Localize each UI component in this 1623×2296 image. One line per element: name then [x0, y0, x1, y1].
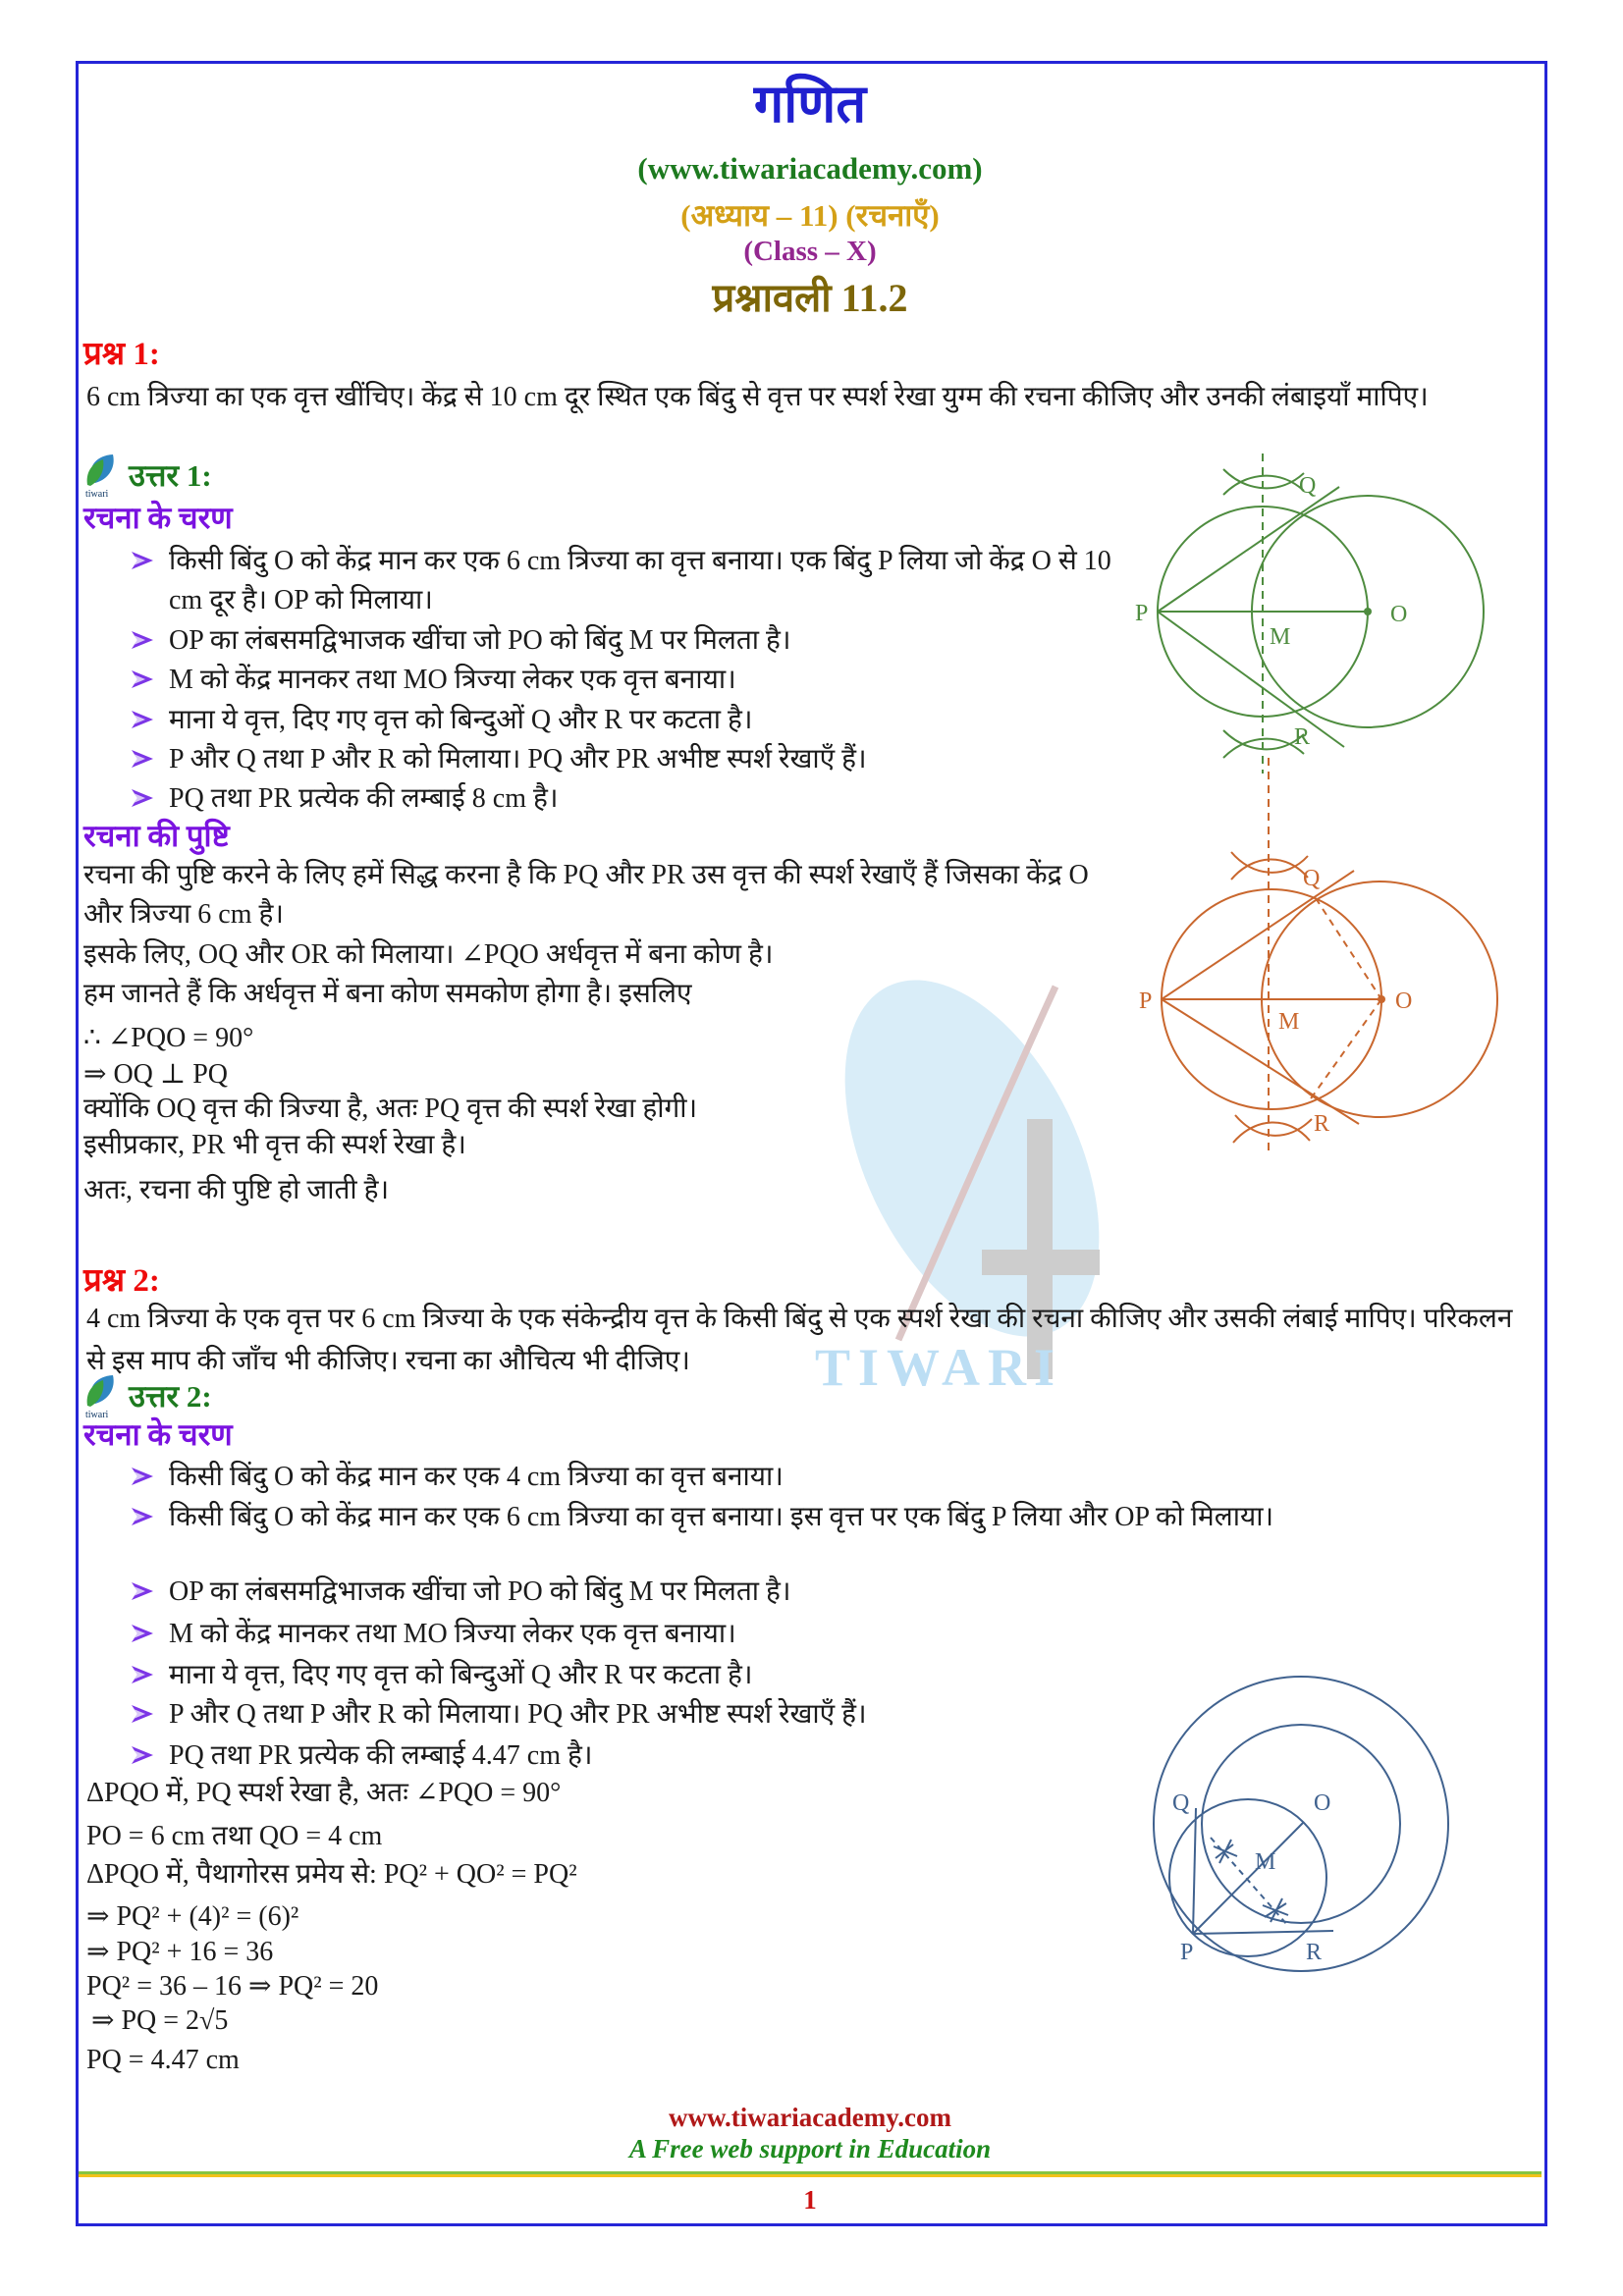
- list-item: [130, 779, 1111, 819]
- point-label-Q: Q: [1172, 1790, 1190, 1816]
- tiwari-leaf-icon: [83, 1372, 127, 1419]
- proof-line: अतः, रचना की पुष्टि हो जाती है।: [83, 1175, 390, 1205]
- arrow-bullet-icon: [130, 549, 155, 572]
- construction-figure-q1: [1109, 432, 1561, 785]
- list-item: [130, 701, 1111, 740]
- leaf-icon-caption: tiwari: [85, 1410, 109, 1419]
- site-url: (www.tiwariacademy.com): [637, 151, 983, 186]
- exercise-title: प्रश्नावली 11.2: [712, 276, 908, 320]
- footer-url: www.tiwariacademy.com: [669, 2103, 951, 2132]
- calc-equation: PQ² = 36 – 16 ⇒ PQ² = 20: [86, 1971, 379, 2002]
- arrow-bullet-icon: [130, 1622, 155, 1645]
- line-PO: [1193, 1823, 1303, 1934]
- point-label-R: R: [1294, 724, 1311, 750]
- step-text: माना ये वृत्त, दिए गए वृत्त को बिन्दुओं Q और R पर कटता है।: [169, 705, 753, 735]
- step-text: OP का लंबसमद्विभाजक खींचा जो PO को बिंदु M पर मिलता है।: [169, 1576, 791, 1607]
- answer1-row: [83, 452, 212, 499]
- step-text: किसी बिंदु O को केंद्र मान कर एक 6 cm त्रिज्या का वृत्त बनाया। एक बिंदु P लिया जो केंद्र O से 10 cm दूर है। OP को मिलाया।: [169, 546, 1111, 615]
- calc-line: PO = 6 cm तथा QO = 4 cm: [86, 1821, 383, 1851]
- point-O-dot: [1364, 608, 1372, 615]
- list-item: [130, 542, 1111, 620]
- calc-equation: ⇒ PQ² + (4)² = (6)²: [86, 1901, 299, 1932]
- list-item: [130, 740, 1111, 779]
- compass-cross-mark: [1263, 1898, 1288, 1922]
- point-O-dot: [1378, 995, 1385, 1003]
- arrow-bullet-icon: [130, 1663, 155, 1686]
- point-label-O: O: [1390, 602, 1408, 627]
- point-label-M: M: [1255, 1849, 1276, 1875]
- proof-line: क्योंकि OQ वृत्त की त्रिज्या है, अतः PQ वृत्त की स्पर्श रेखा होगी।: [83, 1094, 698, 1124]
- list-item: [130, 1695, 1426, 1735]
- proof-equation: ∴ ∠PQO = 90°: [83, 1023, 254, 1053]
- answer1-label: उत्तर 1:: [129, 458, 212, 493]
- question1-label: प्रश्न 1:: [83, 337, 160, 372]
- list-item: [130, 621, 1111, 661]
- question2-label: प्रश्न 2:: [83, 1263, 160, 1299]
- point-label-M: M: [1270, 624, 1291, 650]
- step-text: M को केंद्र मानकर तथा MO त्रिज्या लेकर एक वृत्त बनाया।: [169, 665, 736, 695]
- tangent-PR: [1158, 612, 1344, 747]
- step-text: PQ तथा PR प्रत्येक की लम्बाई 4.47 cm है।: [169, 1740, 593, 1771]
- proof-line: इसीप्रकार, PR भी वृत्त की स्पर्श रेखा है।: [83, 1130, 466, 1160]
- question1-text: 6 cm त्रिज्या का एक वृत्त खींचिए। केंद्र से 10 cm दूर स्थित एक बिंदु से वृत्त पर स्पर्श रेखा युग्म की रचना कीजिए और उनकी लंबाइयाँ मापिए।: [86, 382, 1429, 412]
- step-text: OP का लंबसमद्विभाजक खींचा जो PO को बिंदु M पर मिलता है।: [169, 625, 791, 656]
- proof-line: हम जानते हैं कि अर्धवृत्त में बना कोण समकोण होगा है। इसलिए: [83, 979, 692, 1009]
- point-label-O: O: [1314, 1790, 1331, 1816]
- construction-figure-q2: [1109, 1600, 1542, 1993]
- point-label-P: P: [1135, 601, 1149, 626]
- list-item: [130, 1498, 1406, 1537]
- compass-cross-mark: [1214, 1840, 1237, 1863]
- radius-OQ-dashed: [1316, 898, 1381, 999]
- arrow-bullet-icon: [130, 786, 155, 810]
- point-label-R: R: [1314, 1111, 1330, 1137]
- step-text: माना ये वृत्त, दिए गए वृत्त को बिन्दुओं Q और R पर कटता है।: [169, 1660, 753, 1690]
- page-number: 1: [803, 2185, 817, 2215]
- arrow-bullet-icon: [130, 667, 155, 691]
- footer-tagline: A Free web support in Education: [628, 2134, 992, 2163]
- proof-heading-q1: रचना की पुष्टि: [83, 819, 230, 853]
- arrow-bullet-icon: [130, 1579, 155, 1603]
- tangent-PQ: [1193, 1808, 1196, 1934]
- list-item: [130, 1458, 1406, 1497]
- arrow-bullet-icon: [130, 747, 155, 771]
- step-text: M को केंद्र मानकर तथा MO त्रिज्या लेकर एक वृत्त बनाया।: [169, 1619, 736, 1649]
- arrow-bullet-icon: [130, 1743, 155, 1767]
- construction-figure-q1-proof: [1070, 758, 1542, 1160]
- point-label-P: P: [1180, 1940, 1194, 1965]
- answer2-row: [83, 1372, 212, 1419]
- arrow-bullet-icon: [130, 708, 155, 731]
- calc-equation: ⇒ PQ = 2√5: [91, 2005, 229, 2036]
- steps-heading-q2: रचना के चरण: [83, 1417, 233, 1452]
- list-item: [130, 1656, 1111, 1695]
- calc-equation: ⇒ PQ² + 16 = 36: [86, 1937, 274, 1967]
- chapter-line: (अध्याय – 11) (रचनाएँ): [680, 198, 940, 233]
- question2-text: 4 cm त्रिज्या के एक वृत्त पर 6 cm त्रिज्या के एक संकेन्द्रीय वृत्त के किसी बिंदु से एक स्पर्श रेखा की रचना कीजिए और उसकी लंबाई मापिए। परिकलन से इस माप की जाँच भी कीजिए। रचना का औचित्य भी दीजिए।: [86, 1304, 1513, 1376]
- proof-line: इसके लिए, OQ और OR को मिलाया। ∠PQO अर्धवृत्त में बना कोण है।: [83, 939, 774, 970]
- point-label-Q: Q: [1303, 866, 1321, 891]
- list-item: [130, 1573, 1406, 1612]
- leaf-icon-caption: tiwari: [85, 489, 109, 499]
- list-item: [130, 1615, 1111, 1654]
- radius-OR-dashed: [1309, 999, 1381, 1101]
- steps-heading-q1: रचना के चरण: [83, 501, 233, 535]
- step-text: किसी बिंदु O को केंद्र मान कर एक 6 cm त्रिज्या का वृत्त बनाया। इस वृत्त पर एक बिंदु P लिया और OP को मिलाया।: [169, 1502, 1274, 1532]
- point-label-Q: Q: [1299, 473, 1317, 499]
- watermark-text: TIWARI: [815, 1338, 1063, 1397]
- calc-result: PQ = 4.47 cm: [86, 2045, 240, 2075]
- arrow-bullet-icon: [130, 1702, 155, 1726]
- calc-line: ΔPQO में, PQ स्पर्श रेखा है, अतः ∠PQO = 90°: [86, 1778, 562, 1808]
- step-text: P और Q तथा P और R को मिलाया। PQ और PR अभीष्ट स्पर्श रेखाएँ हैं।: [169, 744, 867, 774]
- arrow-bullet-icon: [130, 1465, 155, 1488]
- tangent-PQ: [1158, 487, 1339, 612]
- step-text: P और Q तथा P और R को मिलाया। PQ और PR अभीष्ट स्पर्श रेखाएँ हैं।: [169, 1699, 867, 1730]
- tangent-PR: [1162, 999, 1359, 1124]
- answer2-label: उत्तर 2:: [129, 1379, 212, 1414]
- arrow-bullet-icon: [130, 1505, 155, 1528]
- tiwari-leaf-icon: [83, 452, 127, 499]
- proof-line: रचना की पुष्टि करने के लिए हमें सिद्ध करना है कि PQ और PR उस वृत्त की स्पर्श रेखाएँ हैं जिसका केंद्र O और त्रिज्या 6 cm है।: [83, 860, 1089, 930]
- class-line: (Class – X): [743, 236, 877, 267]
- point-label-P: P: [1139, 988, 1153, 1014]
- footer-divider: [79, 2171, 1542, 2177]
- calc-line: ΔPQO में, पैथागोरस प्रमेय से: PQ² + QO² = PQ²: [86, 1859, 577, 1890]
- step-text: PQ तथा PR प्रत्येक की लम्बाई 8 cm है।: [169, 783, 559, 814]
- list-item: [130, 1736, 1111, 1776]
- point-label-O: O: [1395, 988, 1413, 1014]
- point-label-M: M: [1278, 1009, 1300, 1035]
- tangent-PR: [1193, 1931, 1333, 1934]
- list-item: [130, 661, 1111, 700]
- step-text: किसी बिंदु O को केंद्र मान कर एक 4 cm त्रिज्या का वृत्त बनाया।: [169, 1462, 784, 1492]
- proof-equation: ⇒ OQ ⊥ PQ: [83, 1059, 229, 1090]
- point-label-R: R: [1306, 1940, 1323, 1965]
- page-title: गणित: [753, 75, 867, 133]
- arrow-bullet-icon: [130, 628, 155, 652]
